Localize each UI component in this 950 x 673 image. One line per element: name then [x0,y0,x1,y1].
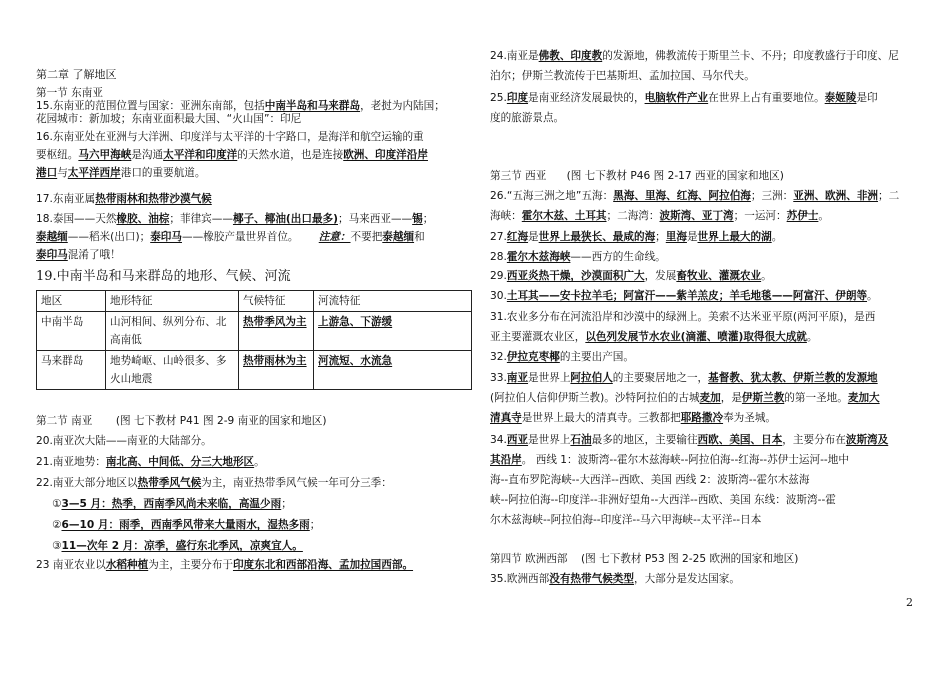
season-hot: ①3—5 月：热季，西南季风尚未来临，高温少雨； [52,498,292,510]
table-header-cell: 气候特征 [239,291,314,312]
table-header-cell: 河流特征 [314,291,472,312]
para-29: 29.西亚炎热干燥，沙漠面积广大，发展畜牧业、灌溉农业。 [490,270,772,282]
para-35: 35.欧洲西部没有热带气候类型，大部分是发达国家。 [490,573,740,585]
para-32: 32.伊拉克枣椰的主要出产国。 [490,351,634,363]
season-cool: ③11—次年 2 月：凉季，盛行东北季风，凉爽宜人。 [52,540,303,552]
para-28: 28.霍尔木兹海峡——西方的生命线。 [490,251,666,263]
para-23: 23 南亚农业以水稻种植为主，主要分布于印度东北和西部沿海、孟加拉国西部。 [36,559,414,571]
para-27: 27.红海是世界上最狭长、最咸的海；里海是世界上最大的湖。 [490,231,783,243]
table-cell-region: 马来群岛 [37,351,106,390]
para-25: 25.印度是南亚经济发展最快的，电脑软件产业在世界上占有重要地位。泰姬陵是印 度的旅游景点。 [490,92,878,124]
para-26: 26.“五海三洲之地”五海：黑海、里海、红海、阿拉伯海；三洲：亚洲、欧洲、非洲；二 海峡：霍尔木兹、土耳其；二海湾：波斯湾、亚丁湾；一运河：苏伊士。 [490,190,900,222]
table-cell-climate: 热带季风为主 [239,312,314,351]
para-21: 21.南亚地势：南北高、中间低、分三大地形区。 [36,456,265,468]
para-16: 16.东南亚处在亚洲与大洋洲、印度洋与太平洋的十字路口，是海洋和航空运输的重 要枢纽。马六甲海峡是沟通太平洋和印度洋的天然水道，也是连接欧洲、印度洋沿岸 港口与太平洋西岸港口的重要航道。 [36,131,428,179]
table-cell-terrain: 地势崎岖、山岭很多、多火山地震 [106,351,239,390]
table-row [37,312,472,351]
para-24: 24.南亚是佛教、印度教的发源地，佛教流传于斯里兰卡、不丹；印度教盛行于印度、尼 泊尔；伊斯兰教流传于巴基斯坦、孟加拉国、马尔代夫。 [490,50,899,82]
para-22: 22.南亚大部分地区以热带季风气候为主，南亚热带季风气候一年可分三季： [36,477,392,489]
para-17: 17.东南亚属热带雨林和热带沙漠气候 [36,193,212,205]
table-header-cell: 地形特征 [106,291,239,312]
para-33: 33.南亚是世界上阿拉伯人的主要聚居地之一，基督教、犹太教、伊斯兰教的发源地 (阿拉伯人信仰伊斯兰教)。沙特阿拉伯的古城麦加，是伊斯兰教的第一圣地。麦加大 清真寺是世界上最大的清真寺。三教都把耶路撒冷奉为圣城。 [490,372,880,424]
table-cell-terrain: 山河相间、纵列分布、北高南低 [106,312,239,351]
para-19-title: 19.中南半岛和马来群岛的地形、气候、河流 [36,269,291,284]
para-18: 18.泰国——天然橡胶、油棕；菲律宾——椰子、椰油(出口最多)；马来西亚——锡； 泰越缅——稻米(出口)；泰印马——橡胶产量世界首位。 注意：不要把泰越缅和 泰印马混淆了哦！ [36,213,434,261]
para-30: 30.土耳其——安卡拉羊毛；阿富汗——紫羊羔皮；羊毛地毯——阿富汗、伊朗等。 [490,290,878,302]
table-cell-climate: 热带雨林为主 [239,351,314,390]
season-rainy: ②6—10 月：雨季，西南季风带来大量雨水，湿热多雨； [52,519,321,531]
table-cell-river: 上游急、下游缓 [314,312,472,351]
section3-title: 第三节 西亚 (图 七下教材 P46 图 2-17 西亚的国家和地区) [490,170,784,182]
page-number: 2 [906,596,913,609]
table-header-row [37,291,472,312]
section2-title: 第二节 南亚 (图 七下教材 P41 图 2-9 南亚的国家和地区) [36,415,327,427]
para-34: 34.西亚是世界上石油最多的地区，主要输往西欧、美国、日本，主要分布在波斯湾及 其沿岸。 西线 1：波斯湾--霍尔木兹海峡--阿拉伯海--红海--苏伊士运河--地中 海--直布罗陀海峡--大西洋--西欧、美国 西线 2：波斯湾--霍尔木兹海 峡--阿拉伯海--印度洋--非洲好望角--大西洋--西欧、美国 东线：波斯湾--霍 尔木兹海峡--阿拉伯海--印度洋--马六甲海峡--太平洋--日本 [490,434,889,526]
geo-table [36,290,472,390]
table-cell-river: 河流短、水流急 [314,351,472,390]
section4-title: 第四节 欧洲西部 (图 七下教材 P53 图 2-25 欧洲的国家和地区) [490,553,799,565]
table-cell-region: 中南半岛 [37,312,106,351]
table-row [37,351,472,390]
para-15: 15.东南亚的范围位置与国家：亚洲东南部，包括中南半岛和马来群岛，老挝为内陆国； 花园城市：新加坡；东南亚面积最大国、“火山国”：印尼 [36,100,445,125]
chapter-title: 第二章 了解地区 [36,68,117,81]
section1-title: 第一节 东南亚 [36,87,103,99]
table-header-cell: 地区 [37,291,106,312]
para-20: 20.南亚次大陆——南亚的大陆部分。 [36,435,212,447]
para-31: 31.农业多分布在河流沿岸和沙漠中的绿洲上。美索不达米亚平原(两河平原)，是西 亚主要灌溉农业区，以色列发展节水农业(滴灌、喷灌)取得很大成就。 [490,311,876,343]
